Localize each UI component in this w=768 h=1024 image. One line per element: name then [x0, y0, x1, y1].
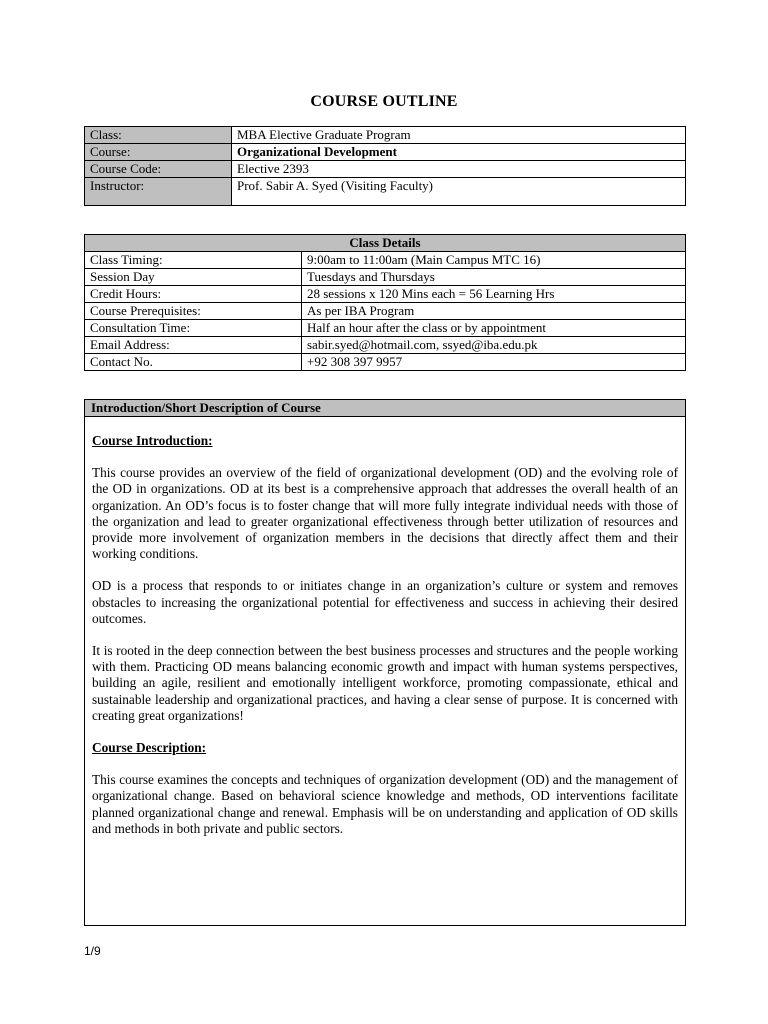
contact-value: +92 308 397 9957: [302, 354, 686, 371]
course-label: Course:: [85, 144, 232, 161]
instructor-label: Instructor:: [85, 178, 232, 206]
course-code-value: Elective 2393: [232, 161, 686, 178]
course-introduction-heading: Course Introduction:: [92, 433, 213, 448]
consultation-time-value: Half an hour after the class or by appointment: [302, 320, 686, 337]
table-row: [85, 252, 686, 269]
credit-hours-label: Credit Hours:: [85, 286, 302, 303]
table-header-row: [85, 235, 686, 252]
table-row: [85, 144, 686, 161]
table-row: [85, 178, 686, 206]
consultation-time-label: Consultation Time:: [85, 320, 302, 337]
course-code-label: Course Code:: [85, 161, 232, 178]
class-timing-label: Class Timing:: [85, 252, 302, 269]
class-timing-value: 9:00am to 11:00am (Main Campus MTC 16): [302, 252, 686, 269]
instructor-value: Prof. Sabir A. Syed (Visiting Faculty): [232, 178, 686, 206]
description-paragraph: This course examines the concepts and techniques of organization development (OD) and the management of organizational change. Based on behavioral science knowledge and methods, OD interventions facilitate planned organizational change and renewal. Emphasis will be on understanding and application of OD skills and methods in both private and public sectors.: [92, 772, 678, 836]
course-description-heading: Course Description:: [92, 740, 207, 756]
course-value: Organizational Development: [232, 144, 686, 161]
table-row: [85, 303, 686, 320]
class-details-header: Class Details: [85, 235, 686, 252]
session-day-label: Session Day: [85, 269, 302, 286]
page-title: COURSE OUTLINE: [310, 93, 458, 110]
table-row: [85, 269, 686, 286]
intro-paragraph: OD is a process that responds to or initiates change in an organization’s culture or system and removes obstacles to increasing the organizational potential for effectiveness and success in achieving their desired outcomes.: [92, 578, 678, 626]
email-label: Email Address:: [85, 337, 302, 354]
course-description-box: [84, 399, 686, 926]
contact-label: Contact No.: [85, 354, 302, 371]
table-row: [85, 337, 686, 354]
session-day-value: Tuesdays and Thursdays: [302, 269, 686, 286]
course-info-table: [84, 126, 686, 206]
description-header: Introduction/Short Description of Course: [85, 400, 685, 417]
table-row: [85, 161, 686, 178]
table-row: [85, 286, 686, 303]
intro-paragraph: It is rooted in the deep connection between the best business processes and structures and the people working with them. Practicing OD means balancing economic growth and impact with human systems perspectives, building an agile, resilient and emotionally intelligent workforce, promoting compassionate, ethical and sustainable leadership and organizational practices, and having a clear sense of purpose. It is concerned with creating great organizations!: [92, 643, 678, 723]
prerequisites-value: As per IBA Program: [302, 303, 686, 320]
table-row: [85, 354, 686, 371]
description-body: [85, 417, 685, 837]
class-value: MBA Elective Graduate Program: [232, 127, 686, 144]
intro-paragraph: This course provides an overview of the field of organizational development (OD) and the evolving role of the OD in organizations. OD at its best is a comprehensive approach that addresses the overall health of an organization. An OD’s focus is to foster change that will more fully integrate individual needs with those of the organization and lead to greater organizational effectiveness through better utilization of resources and provide more involvement of organization members in the decisions that directly affect them and their working conditions.: [92, 465, 678, 562]
email-value: sabir.syed@hotmail.com, ssyed@iba.edu.pk: [302, 337, 686, 354]
credit-hours-value: 28 sessions x 120 Mins each = 56 Learning Hrs: [302, 286, 686, 303]
page-number: 1/9: [84, 944, 101, 958]
class-label: Class:: [85, 127, 232, 144]
table-row: [85, 127, 686, 144]
prerequisites-label: Course Prerequisites:: [85, 303, 302, 320]
class-details-table: [84, 234, 686, 371]
table-row: [85, 320, 686, 337]
